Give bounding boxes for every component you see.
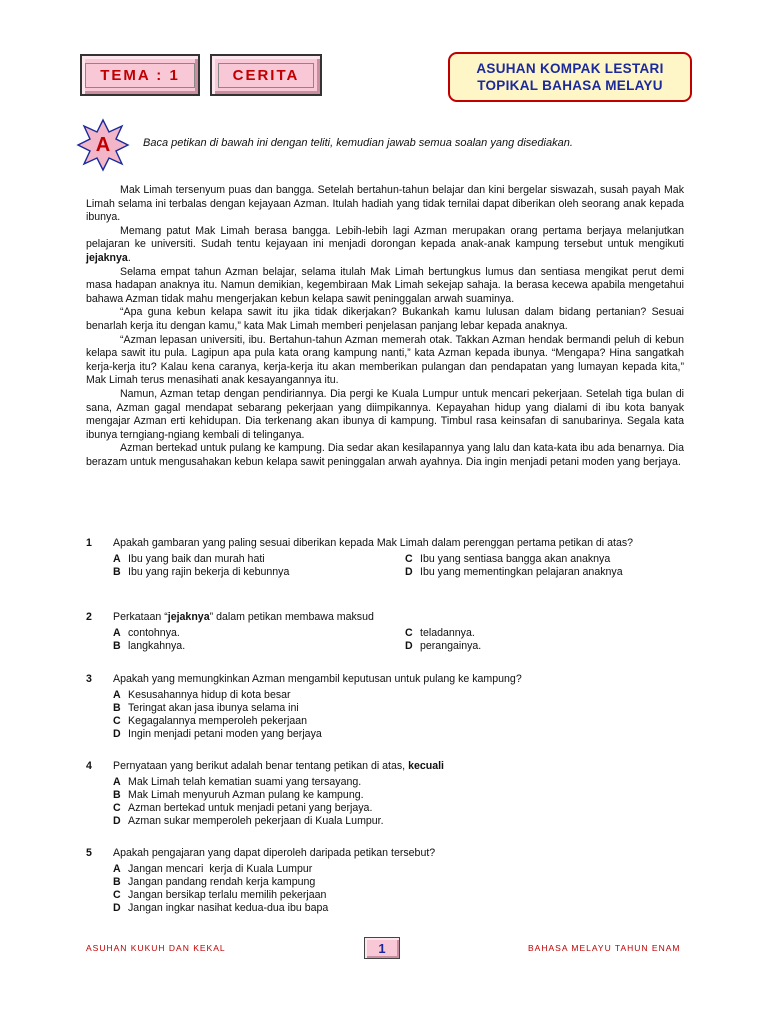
option-a[interactable]: A contohnya. [113, 627, 180, 639]
footer-left-text: ASUHAN KUKUH DAN KEKAL [86, 943, 226, 953]
book-title-line1: ASUHAN KOMPAK LESTARI [476, 61, 664, 76]
options-list [113, 689, 686, 741]
option-c[interactable]: C Azman bertekad untuk menjadi petani yang berjaya. [113, 802, 373, 814]
keyword-jejaknya: jejaknya [86, 251, 128, 264]
option-d[interactable]: D Jangan ingkar nasihat kedua-dua ibu bapa [113, 902, 329, 914]
option-a[interactable]: A Jangan mencari kerja di Kuala Lumpur [113, 863, 313, 875]
question-number: 1 [86, 537, 92, 549]
question-number: 2 [86, 611, 92, 623]
option-c[interactable]: C Jangan bersikap terlalu memilih pekerjaan [113, 889, 327, 901]
tema-box [80, 54, 200, 96]
page-number: 1 [378, 940, 386, 956]
options-list [113, 776, 686, 828]
question-number: 3 [86, 673, 92, 685]
option-a[interactable]: A Ibu yang baik dan murah hati [113, 553, 265, 565]
question-1 [86, 537, 686, 579]
section-letter: A [95, 133, 111, 156]
option-b[interactable]: B Jangan pandang rendah kerja kampung [113, 876, 316, 888]
tema-label: TEMA : 1 [85, 63, 195, 88]
question-5 [86, 847, 686, 915]
option-b[interactable]: B Mak Limah menyuruh Azman pulang ke kampung. [113, 789, 364, 801]
question-number: 5 [86, 847, 92, 859]
option-d[interactable]: D Azman sukar memperoleh pekerjaan di Kuala Lumpur. [113, 815, 384, 827]
option-b[interactable]: B Teringat akan jasa ibunya selama ini [113, 702, 299, 714]
footer-right-text: BAHASA MELAYU TAHUN ENAM [528, 943, 681, 953]
option-d[interactable]: D Ibu yang mementingkan pelajaran anaknya [405, 566, 623, 578]
passage-paragraph: “Apa guna kebun kelapa sawit itu jika tidak dikerjakan? Bukankah kamu lulusan dalam bidang pertanian? Sesuai benarlah kerja itu dengan kamu,” kata Mak Limah memberi penjelasan panjang lebar kepada anaknya. [86, 306, 684, 332]
option-c[interactable]: C Ibu yang sentiasa bangga akan anaknya [405, 553, 611, 565]
question-text: Apakah gambaran yang paling sesuai diberikan kepada Mak Limah dalam perenggan pertama petikan di atas? [113, 537, 634, 549]
option-a[interactable]: A Kesusahannya hidup di kota besar [113, 689, 291, 701]
options-list [113, 553, 686, 579]
option-b[interactable]: B Ibu yang rajin bekerja di kebunnya [113, 566, 290, 578]
question-text: Apakah pengajaran yang dapat diperoleh daripada petikan tersebut? [113, 847, 436, 859]
option-c[interactable]: C teladannya. [405, 627, 475, 639]
option-d[interactable]: D perangainya. [405, 640, 482, 652]
question-3 [86, 673, 686, 741]
passage-paragraph: Namun, Azman tetap dengan pendiriannya. Dia pergi ke Kuala Lumpur untuk mencari pekerjaan. Setelah tiga bulan di sana, Azman gagal mendapat sebarang pekerjaan yang diimpikannya. Kepayahan hidup yang dialami di ibu kota banyak mengajar Azman erti kehidupan. Dia terkenang akan ibunya di kampung. Timbul rasa keinsafan di sanubarinya. Segala kata ibunya terngiang-ngiang kembali di telinganya. [86, 387, 684, 441]
option-b[interactable]: B langkahnya. [113, 640, 186, 652]
passage-paragraph: Memang patut Mak Limah berasa bangga. Lebih-lebih lagi Azman merupakan orang pertama berjaya melanjutkan pelajaran ke universiti. Sudah tentu kejayaan ini menjadi dorongan kepada anak-anak kampung tersebut untuk mengikuti jejaknya. [86, 224, 684, 264]
cerita-label: CERITA [218, 63, 315, 88]
reading-passage [86, 184, 684, 469]
section-marker [76, 118, 130, 172]
passage-paragraph: “Azman lepasan universiti, ibu. Bertahun-tahun Azman memerah otak. Takkan Azman hendak bermandi peluh di kebun kelapa sawit itu pula. Lagipun apa pula kata orang kampung nanti,” kata Azman kepada ibunya. “Mengapa? Hina sangatkah kerja-kerja itu? Kalau kena caranya, kerja-kerja itu akan memberikan pulangan dan pendapatan yang lumayan kepada kita,” Mak Limah terus menasihati anak kesayangannya itu. [86, 333, 684, 387]
question-2 [86, 611, 686, 653]
options-list [113, 863, 686, 915]
options-list [113, 627, 686, 653]
instruction-text: Baca petikan di bawah ini dengan teliti, kemudian jawab semua soalan yang disediakan. [143, 137, 573, 149]
page-number-box [364, 937, 400, 959]
option-a[interactable]: A Mak Limah telah kematian suami yang tersayang. [113, 776, 362, 788]
question-4 [86, 760, 686, 828]
book-title-box [448, 52, 692, 102]
option-c[interactable]: C Kegagalannya memperoleh pekerjaan [113, 715, 308, 727]
passage-paragraph: Mak Limah tersenyum puas dan bangga. Setelah bertahun-tahun belajar dan kini bergelar siswazah, susah payah Mak Limah selama ini terbalas dengan kejayaan Azman. Itulah hadiah yang tidak ternilai dapat diberikan oleh seorang anak kepada ibunya. [86, 184, 684, 224]
question-number: 4 [86, 760, 92, 772]
book-title-line2: TOPIKAL BAHASA MELAYU [477, 78, 663, 93]
question-text: Perkataan “jejaknya” dalam petikan membawa maksud [113, 611, 374, 623]
option-d[interactable]: D Ingin menjadi petani moden yang berjaya [113, 728, 322, 740]
passage-paragraph: Selama empat tahun Azman belajar, selama itulah Mak Limah bertungkus lumus dan sentiasa mengikat perut demi masa hadapan anaknya itu. Namun demikian, kegembiraan Mak Limah sekejap sahaja. Ia berasa kecewa apabila mengetahui bahawa Azman tidak mahu mengerjakan kebun kelapa sawit peninggalan arwah suaminya. [86, 265, 684, 305]
cerita-box [210, 54, 322, 96]
question-text: Apakah yang memungkinkan Azman mengambil keputusan untuk pulang ke kampung? [113, 673, 522, 685]
question-text: Pernyataan yang berikut adalah benar tentang petikan di atas, kecuali [113, 760, 445, 772]
passage-paragraph: Azman bertekad untuk pulang ke kampung. Dia sedar akan kesilapannya yang lalu dan kata-kata ibu ada benarnya. Dia berazam untuk mengusahakan kebun kelapa sawit peninggalan arwah ayahnya. Dia ingin menjadi petani moden yang berjaya. [86, 442, 684, 468]
